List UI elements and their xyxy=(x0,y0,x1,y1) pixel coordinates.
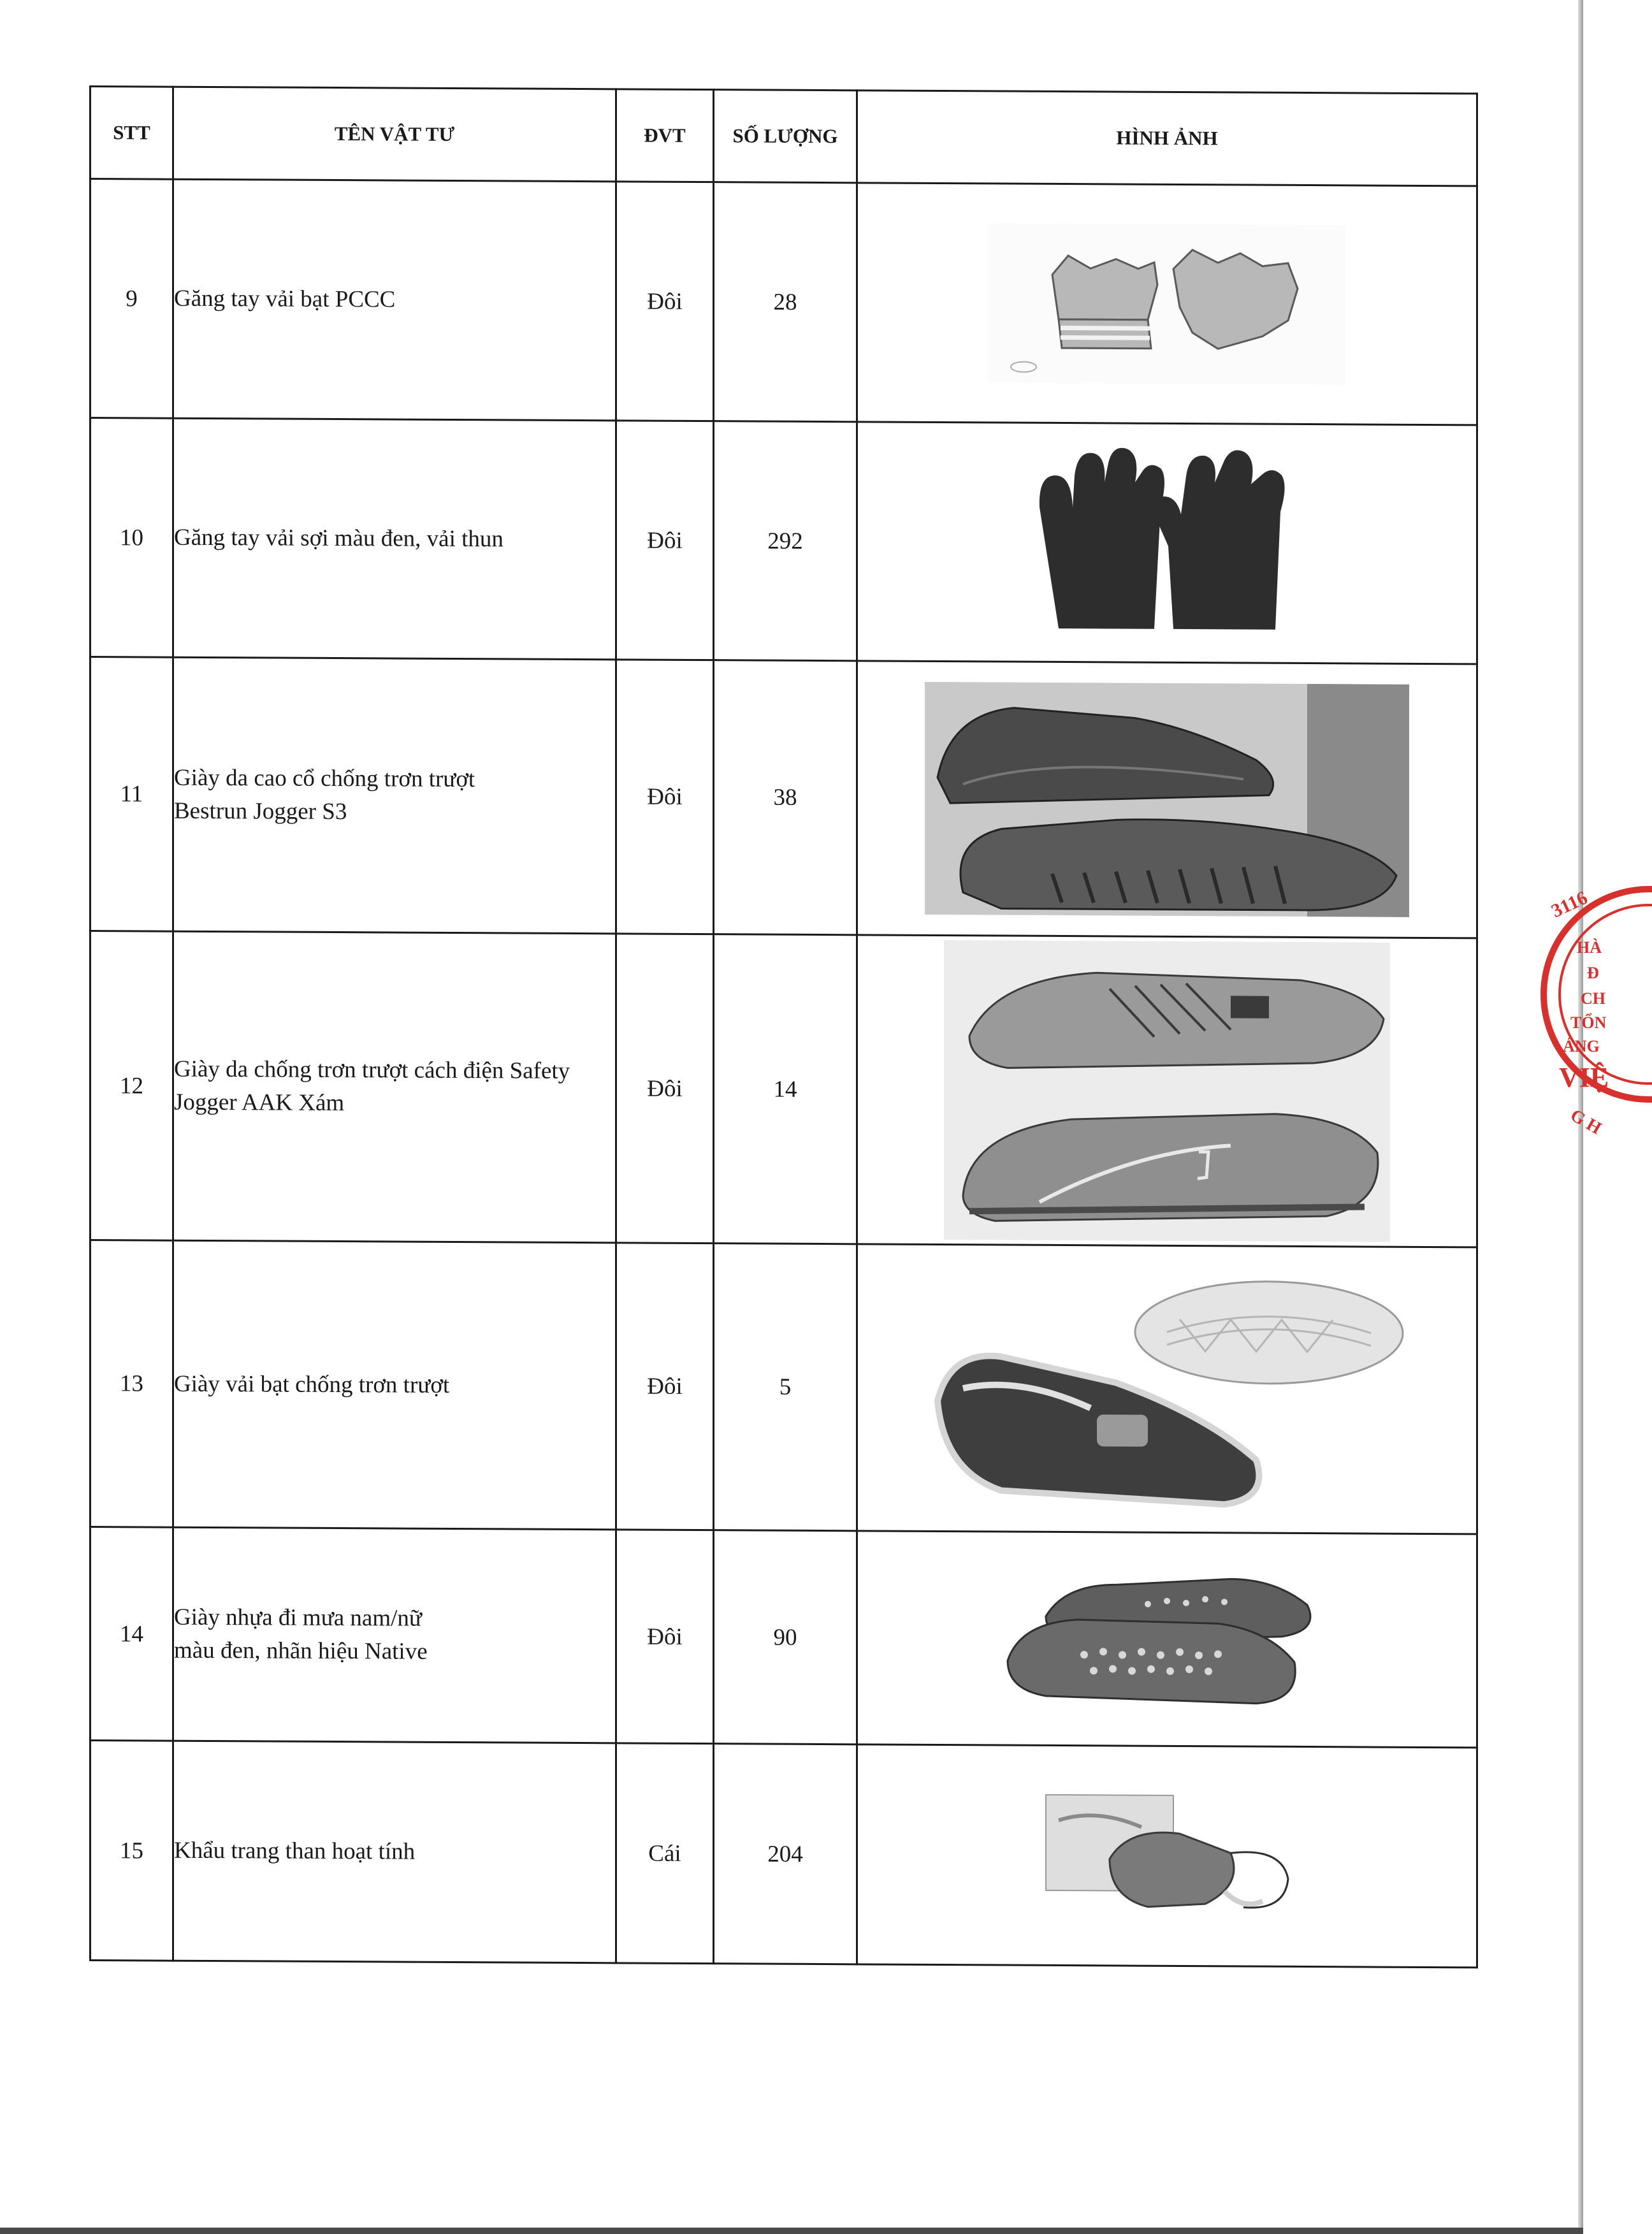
supplies-table xyxy=(89,85,1478,1968)
row-unit: Đôi xyxy=(616,1243,714,1530)
row-image-cell xyxy=(857,1244,1477,1534)
row-image-cell xyxy=(857,183,1477,425)
row-name xyxy=(173,657,616,934)
table-row xyxy=(91,418,1477,664)
row-stt: 15 xyxy=(91,1741,173,1961)
row-stt: 10 xyxy=(91,418,173,658)
table-row xyxy=(91,931,1477,1247)
row-name-line: Bestrun Jogger S3 xyxy=(174,797,347,825)
row-qty: 90 xyxy=(714,1530,857,1744)
row-stt: 9 xyxy=(91,179,173,419)
row-name-line: màu đen, nhãn hiệu Native xyxy=(174,1637,428,1665)
row-stt: 14 xyxy=(91,1527,173,1741)
table-row xyxy=(91,1527,1477,1748)
table-header-row xyxy=(91,87,1477,186)
row-name xyxy=(173,1240,616,1530)
row-name xyxy=(173,179,616,421)
scan-bottom-edge xyxy=(0,2228,1583,2234)
row-stt: 12 xyxy=(91,931,173,1241)
row-name-line: Găng tay vải sợi màu đen, vải thun xyxy=(174,524,504,553)
row-unit: Đôi xyxy=(616,182,714,421)
svg-text:CH: CH xyxy=(1581,989,1605,1008)
table-row xyxy=(91,657,1477,938)
table-row xyxy=(91,179,1477,425)
row-name xyxy=(173,1527,616,1743)
row-image-cell xyxy=(857,422,1477,664)
canvas-slip-on-shoes-photo xyxy=(925,1260,1409,1518)
row-image-cell xyxy=(857,661,1477,938)
row-image-cell xyxy=(857,1744,1477,1968)
row-name-line: Giày da cao cổ chống trơn trượt xyxy=(174,764,475,792)
canvas-gloves-photo xyxy=(989,223,1345,384)
header-name: TÊN VẬT TƯ xyxy=(173,87,616,182)
black-knit-gloves-photo xyxy=(1001,437,1333,649)
row-name-line: Giày nhựa đi mưa nam/nữ xyxy=(174,1604,422,1632)
table-row xyxy=(91,1741,1477,1968)
row-unit: Đôi xyxy=(616,1530,714,1744)
header-unit: ĐVT xyxy=(616,89,714,182)
row-unit: Cái xyxy=(616,1743,714,1964)
rubber-rain-shoes-photo xyxy=(989,1558,1345,1720)
row-qty: 204 xyxy=(714,1744,857,1964)
red-company-seal xyxy=(1537,857,1652,1139)
svg-text:Đ: Đ xyxy=(1587,964,1599,982)
svg-text:ÁNG: ÁNG xyxy=(1563,1037,1600,1055)
row-stt: 13 xyxy=(91,1240,173,1528)
row-name-line: Giày da chống trơn trượt cách điện Safety xyxy=(174,1055,570,1085)
svg-text:3116: 3116 xyxy=(1548,887,1591,922)
row-qty: 292 xyxy=(714,421,857,661)
row-image-cell xyxy=(857,1531,1477,1748)
activated-carbon-mask-photo xyxy=(1040,1782,1294,1930)
row-name-line: Giày vải bạt chống trơn trượt xyxy=(174,1370,450,1398)
svg-text:TỔN: TỔN xyxy=(1570,1013,1607,1032)
row-qty: 38 xyxy=(714,660,857,935)
row-name xyxy=(173,1741,616,1963)
table-row xyxy=(91,1240,1477,1534)
row-name-line: Jogger AAK Xám xyxy=(174,1089,345,1117)
header-image: HÌNH ẢNH xyxy=(857,91,1477,186)
row-name-line: Găng tay vải bạt PCCC xyxy=(174,285,396,313)
row-stt: 11 xyxy=(91,657,173,932)
row-unit: Đôi xyxy=(616,660,714,934)
row-unit: Đôi xyxy=(616,421,714,660)
svg-text:G H: G H xyxy=(1567,1105,1605,1139)
row-name xyxy=(173,418,616,660)
header-stt: STT xyxy=(91,87,173,180)
svg-text:HÀ: HÀ xyxy=(1577,938,1602,957)
leather-safety-boots-photo xyxy=(925,682,1409,917)
row-name-line: Khẩu trang than hoạt tính xyxy=(174,1837,416,1865)
row-qty: 14 xyxy=(714,934,857,1244)
grey-safety-jogger-photo xyxy=(944,940,1390,1242)
row-unit: Đôi xyxy=(616,934,714,1244)
row-qty: 28 xyxy=(714,182,857,422)
row-image-cell xyxy=(857,935,1477,1247)
header-qty: SỐ LƯỢNG xyxy=(714,90,857,183)
row-name xyxy=(173,931,616,1243)
row-qty: 5 xyxy=(714,1244,857,1531)
svg-text:VIỆ: VIỆ xyxy=(1559,1062,1609,1093)
